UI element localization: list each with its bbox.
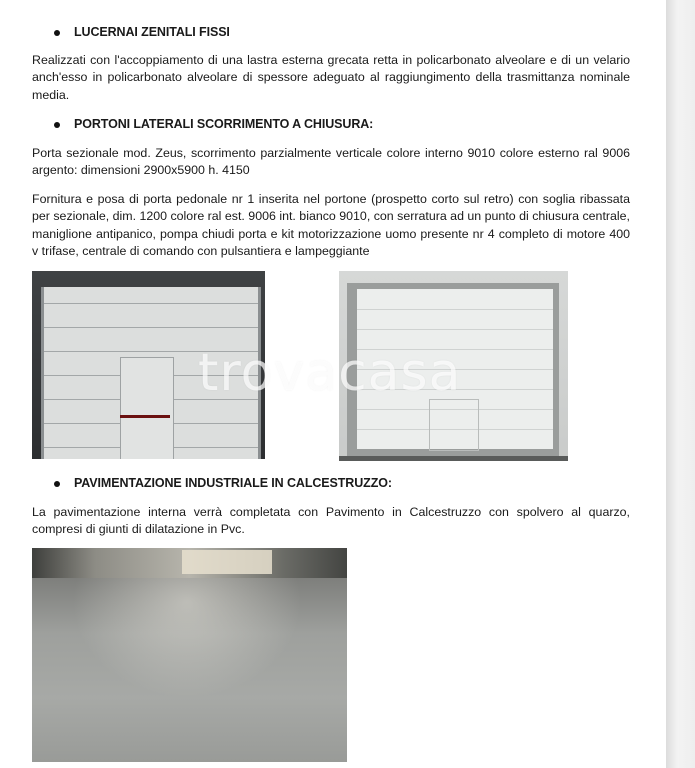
- panic-bar: [120, 415, 170, 418]
- paragraph-pavimentazione: La pavimentazione interna verrà completata con Pavimento in Calcestruzzo con spolvero al quarzo, compresi di giunti di dilatazione in Pvc.: [32, 505, 630, 537]
- scrollbar-area: [666, 0, 695, 768]
- pedestrian-door: [120, 357, 174, 459]
- paragraph-lucernai: Realizzati con l'accoppiamento di una lastra esterna grecata retta in policarbonato alveolare e di un velario anch'esso in policarbonato alveolare di spessore adeguato al raggiungimento della trasmittanza nominale media.: [32, 53, 630, 102]
- photo-concrete-floor: [32, 548, 347, 762]
- watermark-logo: trovacasa: [198, 343, 462, 403]
- bullet-icon: [54, 122, 60, 128]
- paragraph-porta-sezionale: Porta sezionale mod. Zeus, scorrimento parzialmente verticale colore interno 9010 colore esterno ral 9006 argento: dimensioni 2900x5900 h. 4150: [32, 146, 630, 178]
- pedestrian-door: [429, 399, 479, 451]
- paragraph-porta-pedonale: Fornitura e posa di porta pedonale nr 1 inserita nel portone (prospetto corto sul retro) con soglia ribassata per sezionale, dim. 1200 colore ral est. 9006 int. bianco 9010, con serratura ad un punto di chiusura centrale, maniglione antipanico, pompa chiudi porta e kit motorizzazione uomo presente nr 4 completo di motore 400 v trifase, centrale di comando con pulsantiera e lampeggiante: [32, 192, 630, 258]
- bullet-icon: [54, 481, 60, 487]
- document-page: LUCERNAI ZENITALI FISSI Realizzati con l'accoppiamento di una lastra esterna grecata retta in policarbonato alveolare e di un velario anch'esso in policarbonato alveolare di spessore adeguato al raggiungimento della trasmittanza nominale media. PORTONI LATERALI SCORRIMENTO A CHIUSURA: Porta sezionale mod. Zeus, scorrimento parzialmente verticale colore interno 9010 colore esterno ral 9006 argento: dimensioni 2900x5900 h. 4150 Fornitura e posa di porta pedonale nr 1 inserita nel portone (prospetto corto sul retro) con soglia ribassata per sezionale, dim. 1200 colore ral est. 9006 int. bianco 9010, con serratura ad un punto di chiusura centrale, maniglione antipanico, pompa chiudi porta e kit motorizzazione uomo presente nr 4 completo di motore 400 v trifase, centrale di comando con pulsantiera e lampeggiante trovacasa PAVIMENTAZIONE INDUSTRIALE IN CALCESTRUZZO: La pavimentazione interna verrà completata con Pavimento in Calcestruzzo con spolvero al quarzo, compresi di giunti di dilatazione in Pvc.: [0, 0, 666, 768]
- bullet-icon: [54, 30, 60, 36]
